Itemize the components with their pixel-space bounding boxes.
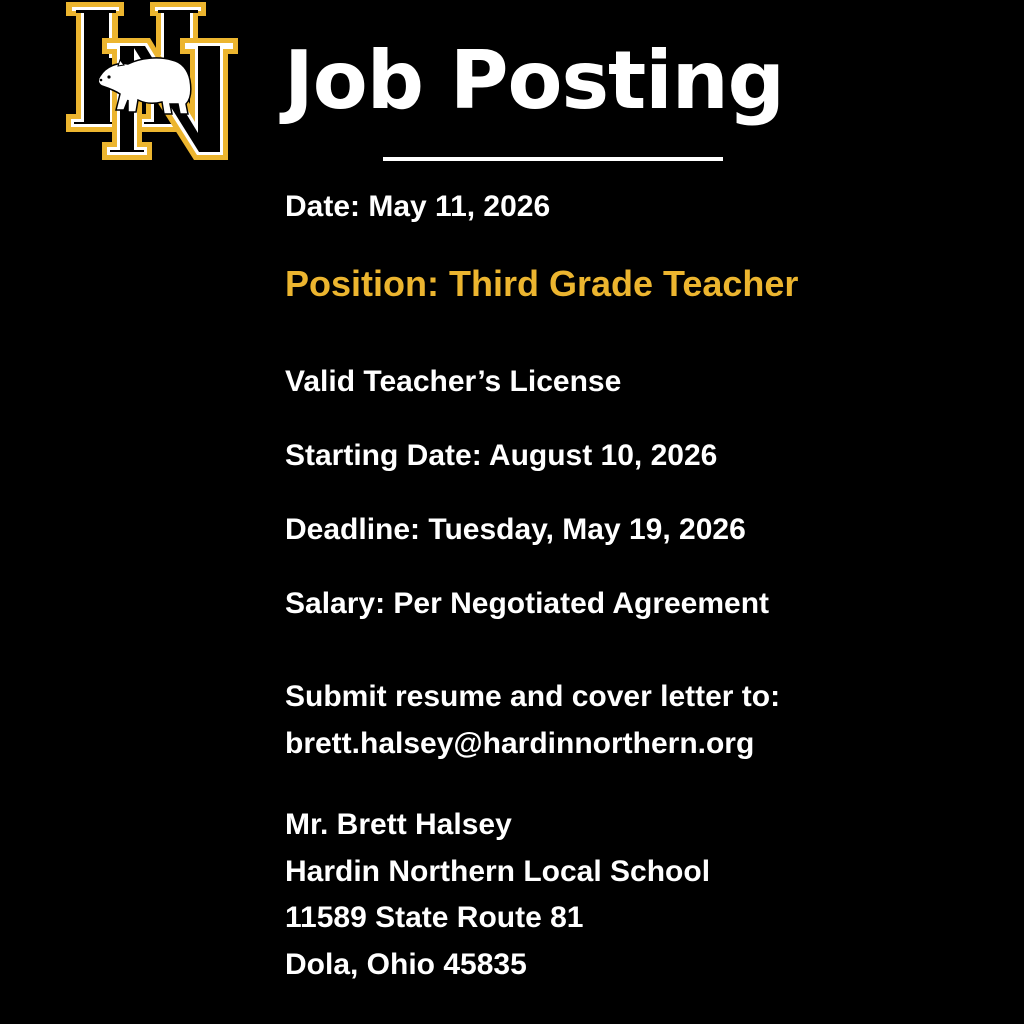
contact-address — [285, 802, 710, 988]
posting-date: Date: May 11, 2026 — [285, 190, 551, 223]
license-requirement: Valid Teacher’s License — [285, 365, 622, 398]
title-underline — [383, 157, 723, 161]
submission-instructions — [285, 673, 780, 767]
contact-email: brett.halsey@hardinnorthern.org — [285, 727, 755, 760]
street-address: 11589 State Route 81 — [285, 901, 584, 934]
application-deadline: Deadline: Tuesday, May 19, 2026 — [285, 513, 746, 546]
contact-name: Mr. Brett Halsey — [285, 808, 512, 841]
starting-date: Starting Date: August 10, 2026 — [285, 439, 718, 472]
page-title: Job Posting — [284, 34, 784, 127]
school-name: Hardin Northern Local School — [285, 854, 711, 888]
salary-info: Salary: Per Negotiated Agreement — [285, 587, 770, 620]
city-state-zip: Dola, Ohio 45835 — [285, 947, 527, 981]
position-title: Position: Third Grade Teacher — [285, 263, 799, 304]
submit-instruction: Submit resume and cover letter to: — [285, 680, 781, 713]
school-logo — [62, 0, 240, 162]
